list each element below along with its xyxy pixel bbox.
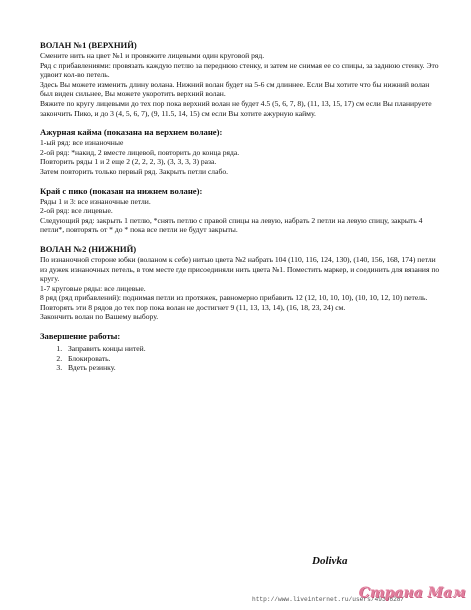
section-title: Край с пико (показан на нижнем волане): [40,185,203,196]
section-volan-1 [40,40,440,118]
section-finish [40,331,440,373]
watermark-text: Страна Мам [358,585,466,601]
list-item: 2. Блокировать. [64,354,440,364]
paragraph: 1-7 круговые ряды: все лицевые. [40,283,146,293]
paragraph: Здесь Вы можете изменить длину волана. Нижний волан будет на 5-6 см длиннее. Если Вы хотите что бы нижний волан был виден сильнее, Вы можете укоротить верхний волан. [40,79,430,99]
paragraph: По изнаночной стороне юбки (воланом к себе) нитью цвета №2 набрать 104 (110, 116, 124, 130), (140, 156, 168, 174) петли из дужек изнаночных петель, в том месте где присоединяли нить цвета №1. Поместить маркер, и соединить для вязания по кругу. [40,254,440,284]
paragraph: Вяжите по кругу лицевыми до тех пор пока верхний волан не будет 4.5 (5, 6, 7, 8), (11, 13, 15, 17) см если Вы планируете закончить Пико, и до 3 (4, 5, 6, 7), (9, 11.5, 14, 15) см если Вы хотите ажурную кайму. [40,98,432,118]
section-title: Ажурная кайма (показана на верхнем волане): [40,127,223,138]
paragraph: Затем повторить только первый ряд. Закрыть петли слабо. [40,166,229,176]
section-volan-2 [40,244,440,322]
section-title: ВОЛАН №1 (ВЕРХНИЙ) [40,40,137,50]
paragraph: Повторить ряды 1 и 2 еще 2 (2, 2, 2, 3), (3, 3, 3, 3) раза. [40,157,217,167]
document-page [40,40,440,373]
paragraph: Ряд с прибавлениями: провязать каждую петлю за переднюю стенку, и затем не снимая ее со спицы, за заднюю стенку. Это удвоит кол-во петель. [40,60,439,80]
paragraph: Закончить волан по Вашему выбору. [40,312,159,322]
section-openwork-edge [40,127,440,176]
site-watermark-logo [356,583,468,603]
author-signature: Dolivka [312,555,348,567]
list-item: 3. Вдеть резинку. [64,363,440,373]
source-url: http://www.liveinternet.ru/users/4930628/ [252,596,405,603]
paragraph: Следующий ряд: закрыть 1 петлю, *снять петлю с правой спицы на левую, набрать 2 петли на левую спицу, закрыть 4 петли*, повторять от * до * пока все петли не будут закрыты. [40,215,423,235]
section-title: Завершение работы: [40,331,121,342]
section-picot-edge [40,186,440,235]
section-title: ВОЛАН №2 (НИЖНИЙ) [40,243,137,254]
paragraph: 8 ряд (ряд прибавлений): поднимая петли из протяжек, равномерно прибавить 12 (12, 10, 10, 10), (10, 10, 12, 10) петель. [40,293,428,303]
paragraph: 2-ой ряд: все лицевые. [40,206,113,216]
list-item: 1. Заправить концы нитей. [64,344,440,354]
paragraph: Ряды 1 и 3: все изнаночные петли. [40,196,151,206]
paragraph: 1-ый ряд: все изнаночные [40,138,124,148]
paragraph: Смените нить на цвет №1 и провяжите лицевыми один круговой ряд. [40,51,265,60]
finish-steps-list [40,344,440,373]
paragraph: 2-ой ряд: *накид, 2 вместе лицевой, повторить до конца ряда. [40,147,240,157]
paragraph: Повторять эти 8 рядов до тех пор пока волан не достигнет 9 (11, 13, 13, 14), (16, 18, 23, 24) см. [40,302,346,312]
